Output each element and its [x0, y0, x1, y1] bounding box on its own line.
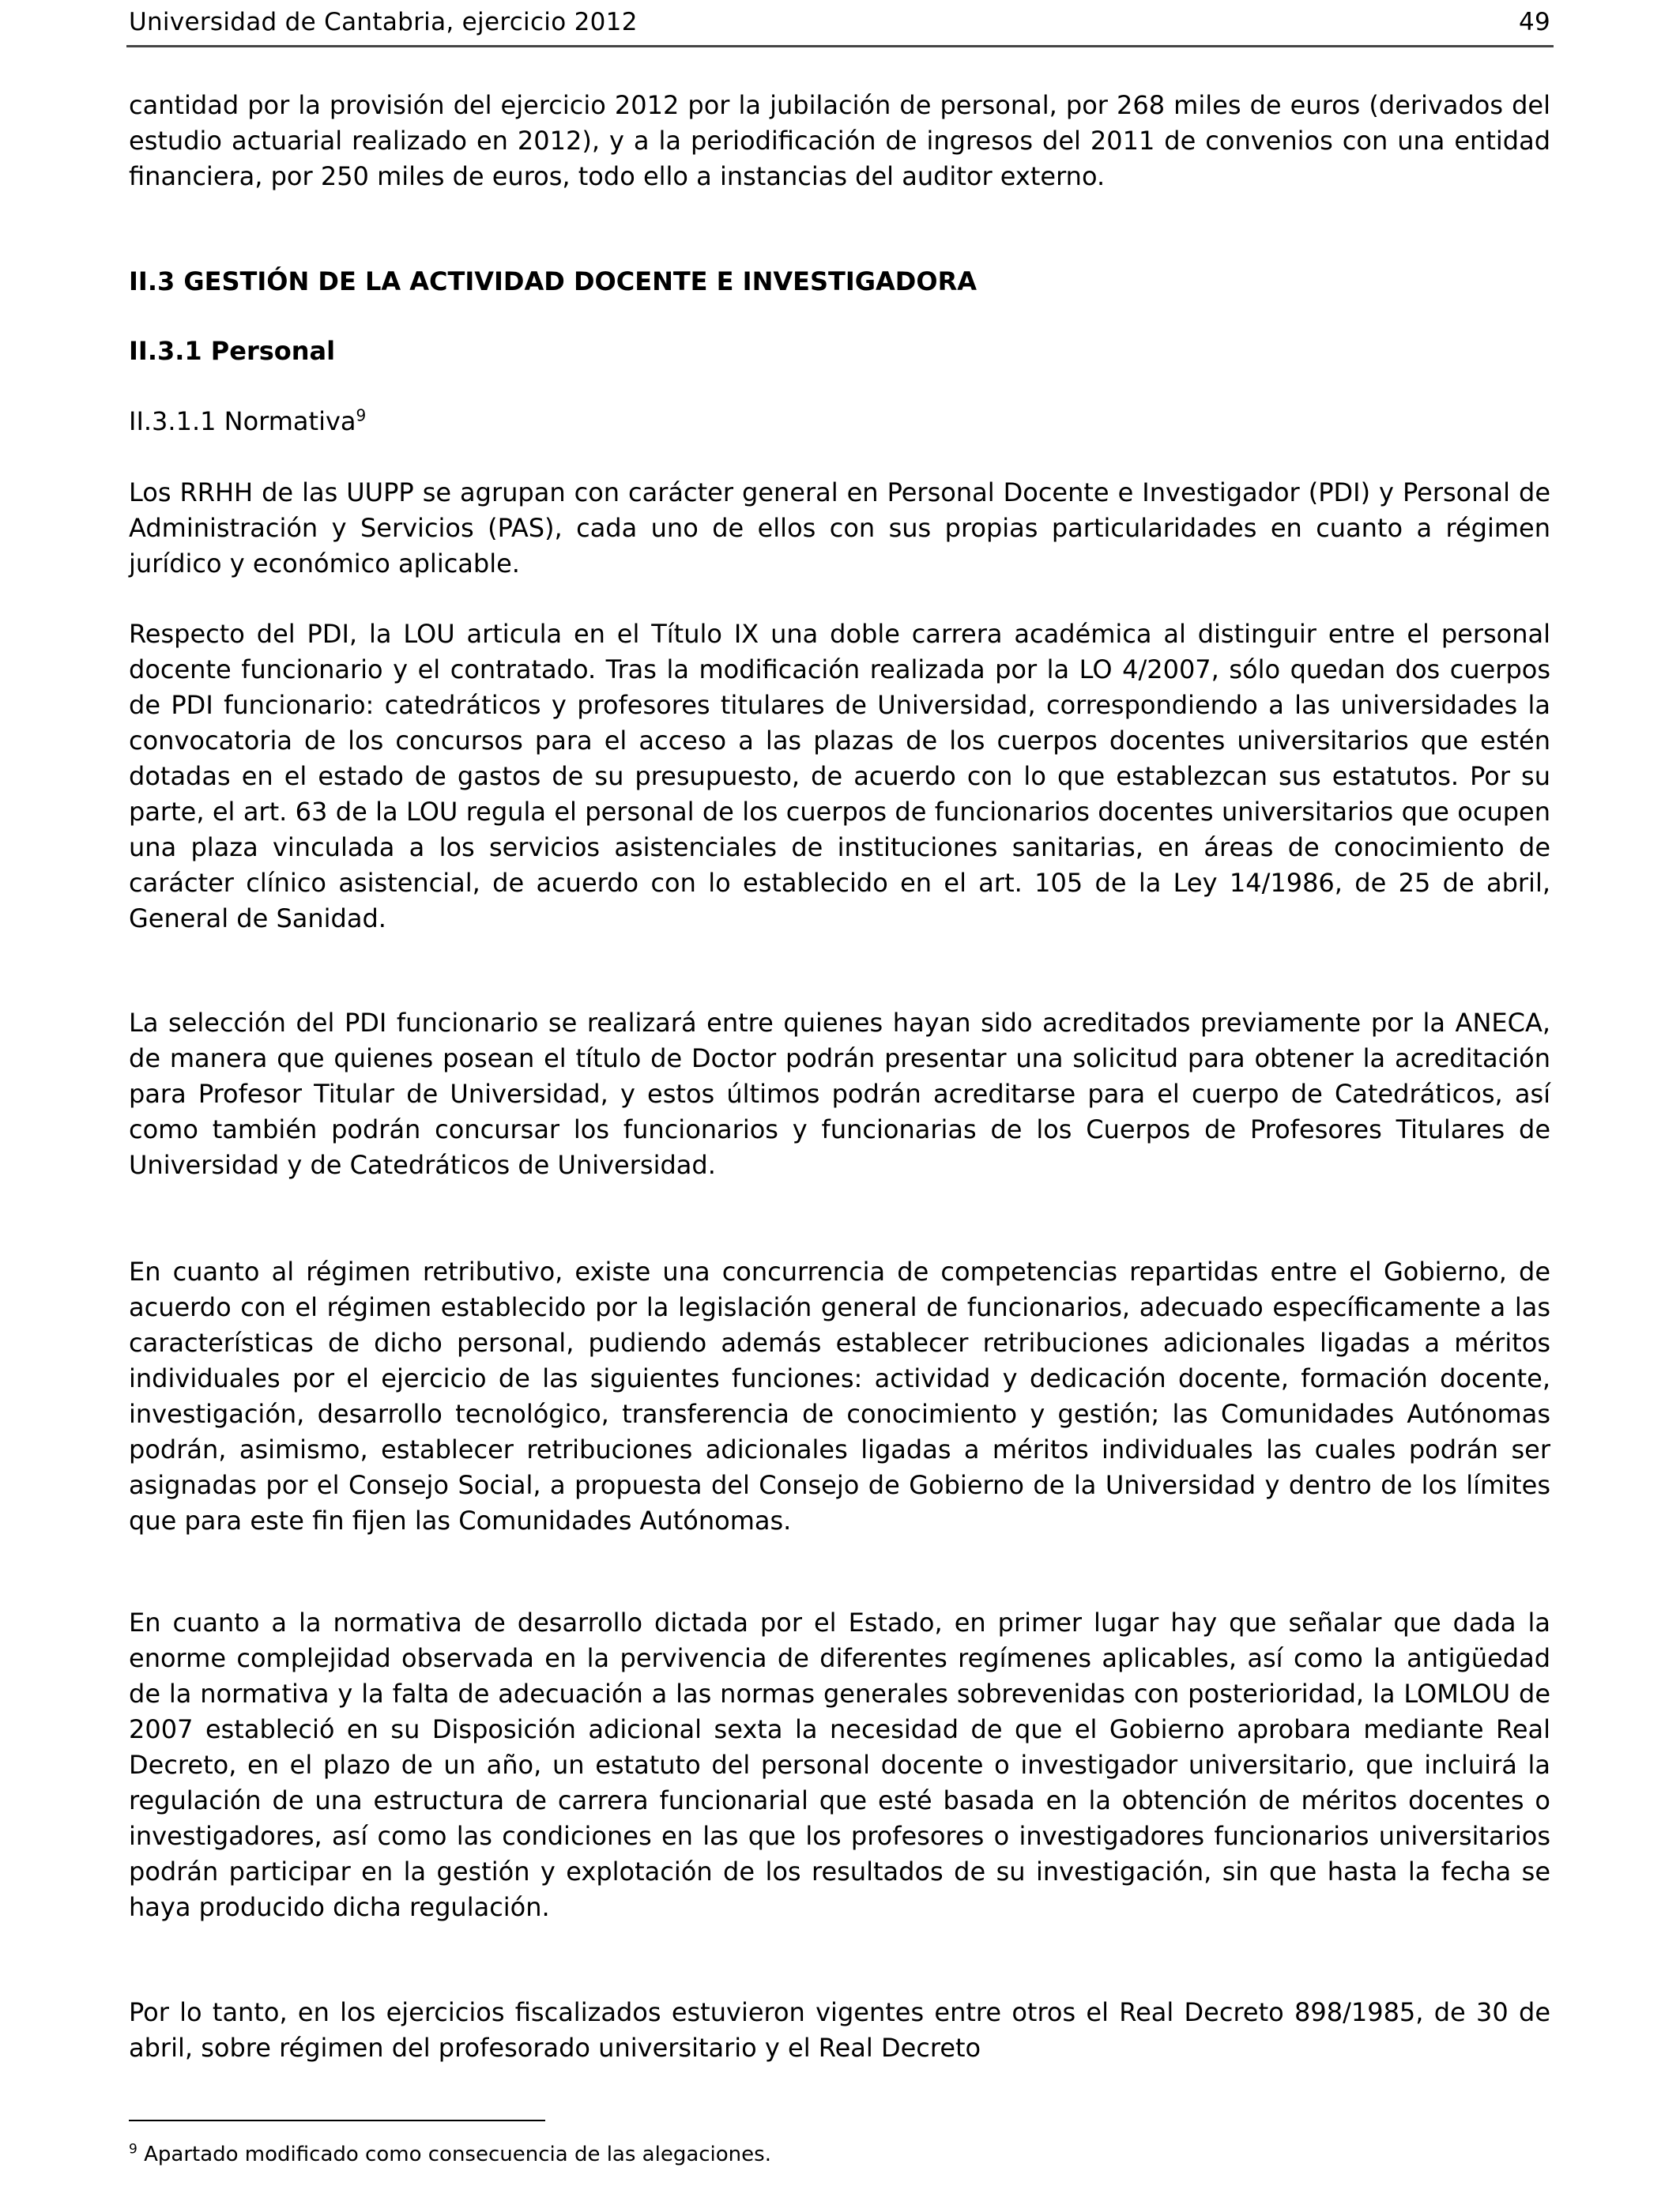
section-heading: II.3 GESTIÓN DE LA ACTIVIDAD DOCENTE E INVESTIGADORA	[129, 266, 977, 296]
paragraph-4: La selección del PDI funcionario se realizará entre quienes hayan sido acreditados previamente por la ANECA, de manera que quienes posean el título de Doctor podrán presentar una solicitud para obtener la acreditación para Profesor Titular de Universidad, y estos últimos podrán acreditarse para el cuerpo de Catedráticos, así como también podrán concursar los funcionarios y funcionarias de los Cuerpos de Profesores Titulares de Universidad y de Catedráticos de Universidad.	[129, 1008, 1550, 1180]
running-header-title: Universidad de Cantabria, ejercicio 2012	[129, 8, 638, 36]
subsubsection-heading	[129, 404, 1550, 439]
footnote-reference[interactable]: 9	[356, 405, 367, 425]
footnote	[129, 2140, 771, 2169]
footnote-text: Apartado modificado como consecuencia de las alegaciones.	[144, 2143, 771, 2166]
subsection-heading: II.3.1 Personal	[129, 336, 336, 366]
paragraph-2: Los RRHH de las UUPP se agrupan con carácter general en Personal Docente e Investigador (PDI) y Personal de Administración y Servicios (PAS), cada uno de ellos con sus propias particularidades en cuanto a régimen jurídico y económico aplicable.	[129, 477, 1550, 579]
paragraph-5: En cuanto al régimen retributivo, existe una concurrencia de competencias repartidas entre el Gobierno, de acuerdo con el régimen establecido por la legislación general de funcionarios, adecuado específicamente a las características de dicho personal, pudiendo además establecer retribuciones adicionales ligadas a méritos individuales por el ejercicio de las siguientes funciones: actividad y dedicación docente, formación docente, investigación, desarrollo tecnológico, transferencia de conocimiento y gestión; las Comunidades Autónomas podrán, asimismo, establecer retribuciones adicionales ligadas a méritos individuales las cuales podrán ser asignadas por el Consejo Social, a propuesta del Consejo de Gobierno de la Universidad y dentro de los límites que para este fin fijen las Comunidades Autónomas.	[129, 1257, 1550, 1536]
paragraph-6: En cuanto a la normativa de desarrollo dictada por el Estado, en primer lugar hay que señalar que dada la enorme complejidad observada en la pervivencia de diferentes regímenes aplicables, así como la antigüedad de la normativa y la falta de adecuación a las normas generales sobrevenidas con posterioridad, la LOMLOU de 2007 estableció en su Disposición adicional sexta la necesidad de que el Gobierno aprobara mediante Real Decreto, en el plazo de un año, un estatuto del personal docente o investigador universitario, que incluirá la regulación de una estructura de carrera funcionarial que esté basada en la obtención de méritos docentes o investigadores, así como las condiciones en las que los profesores o investigadores funcionarios universitarios podrán participar en la gestión y explotación de los resultados de su investigación, sin que hasta la fecha se haya producido dicha regulación.	[129, 1608, 1550, 1922]
paragraph-3: Respecto del PDI, la LOU articula en el Título IX una doble carrera académica al distinguir entre el personal docente funcionario y el contratado. Tras la modificación realizada por la LO 4/2007, sólo quedan dos cuerpos de PDI funcionario: catedráticos y profesores titulares de Universidad, correspondiendo a las universidades la convocatoria de los concursos para el acceso a las plazas de los cuerpos docentes universitarios que estén dotadas en el estado de gastos de su presupuesto, de acuerdo con lo que establezcan sus estatutos. Por su parte, el art. 63 de la LOU regula el personal de los cuerpos de funcionarios docentes universitarios que ocupen una plaza vinculada a los servicios asistenciales de instituciones sanitarias, en áreas de conocimiento de carácter clínico asistencial, de acuerdo con lo establecido en el art. 105 de la Ley 14/1986, de 25 de abril, General de Sanidad.	[129, 619, 1550, 933]
footnote-divider	[129, 2120, 545, 2121]
paragraph-1: cantidad por la provisión del ejercicio 2012 por la jubilación de personal, por 268 miles de euros (derivados del estudio actuarial realizado en 2012), y a la periodificación de ingresos del 2011 de convenios con una entidad financiera, por 250 miles de euros, todo ello a instancias del auditor externo.	[129, 90, 1550, 191]
footnote-number: 9	[129, 2141, 137, 2158]
heading-text: II.3.1.1 Normativa	[129, 406, 356, 436]
page-number: 49	[1518, 8, 1550, 36]
header-divider	[126, 45, 1554, 47]
paragraph-7: Por lo tanto, en los ejercicios fiscalizados estuvieron vigentes entre otros el Real Decreto 898/1985, de 30 de abril, sobre régimen del profesorado universitario y el Real Decreto	[129, 1997, 1550, 2063]
